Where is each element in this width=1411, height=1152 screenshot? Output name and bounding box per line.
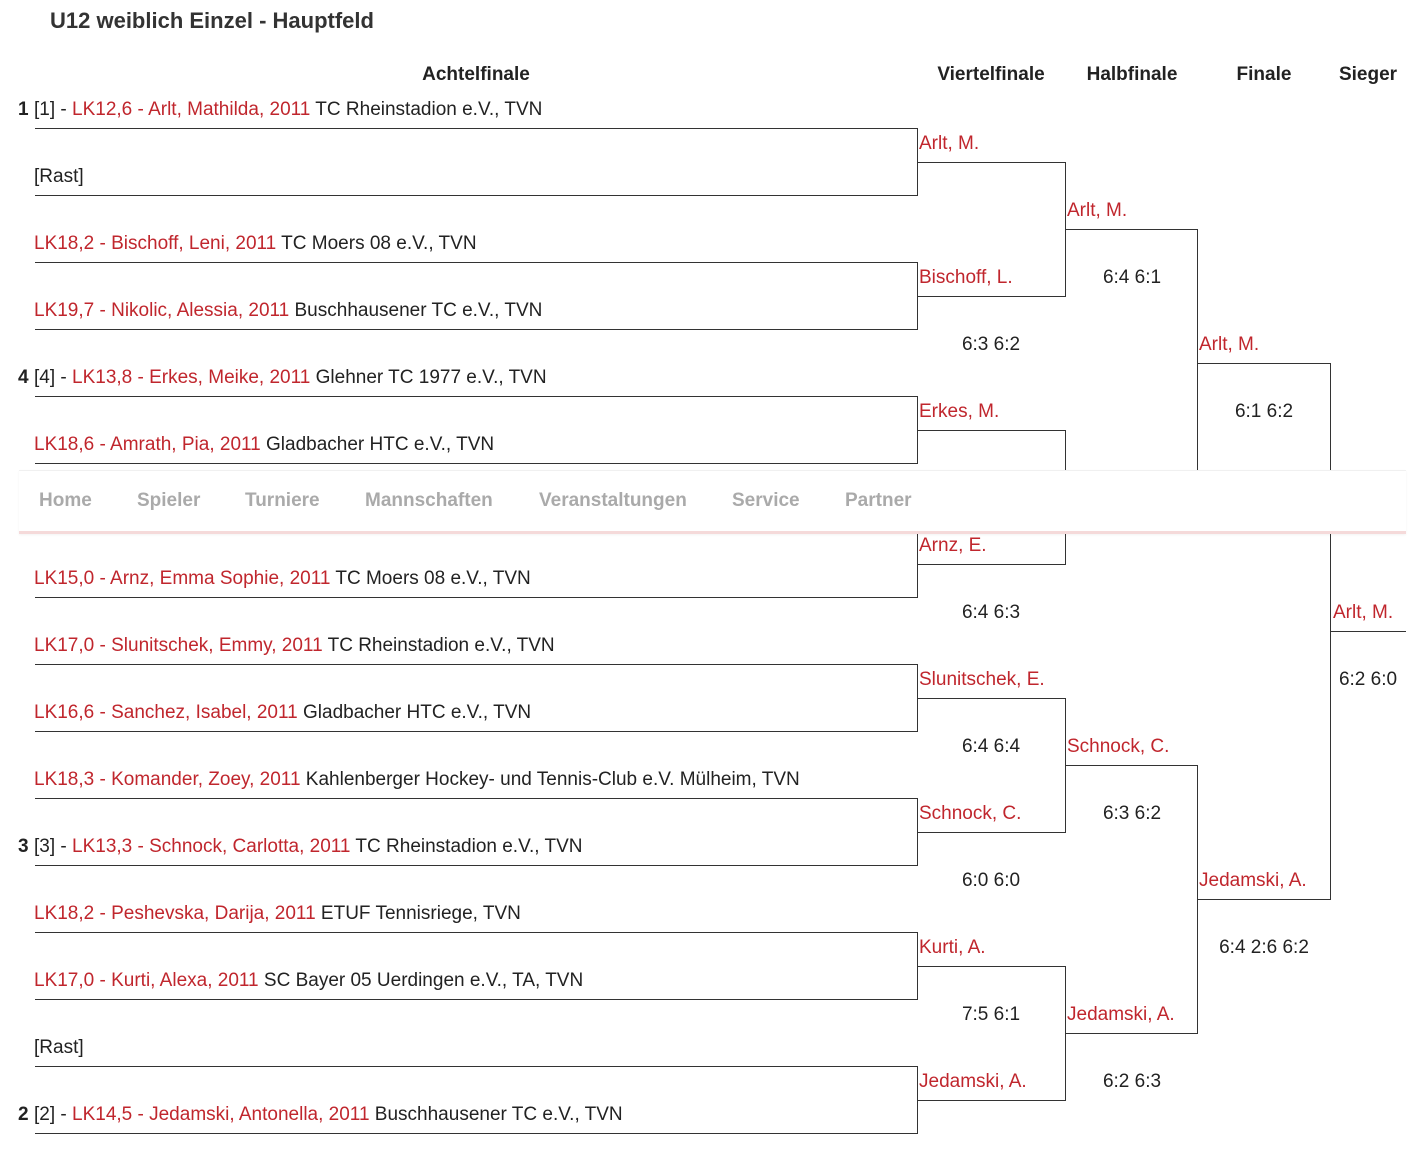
match-score: 6:2 6:0 <box>1338 668 1398 690</box>
bracket-line <box>917 430 1065 431</box>
bracket-line <box>35 128 917 129</box>
draw-entry[interactable] <box>18 367 547 389</box>
bracket-line <box>35 597 917 598</box>
main-navigation <box>19 470 1406 534</box>
bracket-line <box>1330 631 1406 632</box>
match-winner[interactable]: Slunitschek, E. <box>919 668 1045 690</box>
bracket-line <box>1065 765 1197 766</box>
club-name: SC Bayer 05 Uerdingen e.V., TA, TVN <box>258 970 584 991</box>
nav-mannschaften[interactable]: Mannschaften <box>365 490 493 511</box>
bracket-line <box>917 966 1065 967</box>
player-name-link[interactable]: LK18,6 - Amrath, Pia, 2011 <box>34 434 261 455</box>
bracket-line <box>35 664 917 665</box>
bracket-line <box>917 832 1065 833</box>
bracket-line <box>1065 1033 1197 1034</box>
nav-spieler[interactable]: Spieler <box>137 490 201 511</box>
match-score: 6:4 6:4 <box>961 735 1021 757</box>
seed-prefix: [2] - <box>34 1104 73 1125</box>
bracket-line <box>917 1100 1065 1101</box>
club-name: Buschhausener TC e.V., TVN <box>369 1104 623 1125</box>
club-name: TC Rheinstadion e.V., TVN <box>322 635 555 656</box>
draw-entry[interactable] <box>18 702 531 724</box>
match-score: 7:5 6:1 <box>961 1003 1021 1025</box>
draw-entry[interactable] <box>18 434 494 456</box>
match-winner[interactable]: Jedamski, A. <box>1199 869 1307 891</box>
bracket-line <box>35 798 917 799</box>
bracket-line <box>35 195 917 196</box>
bracket-line <box>35 396 917 397</box>
bracket-line <box>35 932 917 933</box>
round-header-finale: Finale <box>1236 64 1292 85</box>
page-title: U12 weiblich Einzel - Hauptfeld <box>50 8 374 33</box>
draw-entry[interactable] <box>18 635 555 657</box>
draw-entry[interactable] <box>18 1037 84 1059</box>
player-name-link[interactable]: LK18,3 - Komander, Zoey, 2011 <box>34 769 301 790</box>
seed-prefix: [Rast] <box>34 166 84 187</box>
bracket-line <box>1197 363 1330 364</box>
player-name-link[interactable]: LK13,8 - Erkes, Meike, 2011 <box>72 367 311 388</box>
bracket-line <box>35 329 917 330</box>
club-name: ETUF Tennisriege, TVN <box>315 903 521 924</box>
champion-name[interactable]: Arlt, M. <box>1333 601 1394 623</box>
match-winner[interactable]: Erkes, M. <box>919 400 1000 422</box>
nav-veranstaltungen[interactable]: Veranstaltungen <box>539 490 687 511</box>
club-name: TC Rheinstadion e.V., TVN <box>310 99 543 120</box>
club-name: TC Moers 08 e.V., TVN <box>276 233 477 254</box>
player-name-link[interactable]: LK15,0 - Arnz, Emma Sophie, 2011 <box>34 568 331 589</box>
nav-service[interactable]: Service <box>732 490 800 511</box>
match-winner[interactable]: Bischoff, L. <box>919 266 1013 288</box>
draw-entry[interactable] <box>18 769 800 791</box>
bracket-line <box>917 698 1065 699</box>
player-name-link[interactable]: LK18,2 - Peshevska, Darija, 2011 <box>34 903 316 924</box>
match-winner[interactable]: Jedamski, A. <box>1067 1003 1175 1025</box>
draw-entry[interactable] <box>18 836 583 858</box>
draw-entry[interactable] <box>18 300 542 322</box>
player-name-link[interactable]: LK17,0 - Kurti, Alexa, 2011 <box>34 970 259 991</box>
club-name: Buschhausener TC e.V., TVN <box>289 300 543 321</box>
match-winner[interactable]: Schnock, C. <box>919 802 1022 824</box>
match-winner[interactable]: Kurti, A. <box>919 936 986 958</box>
player-name-link[interactable]: LK17,0 - Slunitschek, Emmy, 2011 <box>34 635 323 656</box>
round-header-halbfinale: Halbfinale <box>1086 64 1178 85</box>
bracket-line <box>35 865 917 866</box>
club-name: Gladbacher HTC e.V., TVN <box>297 702 532 723</box>
bracket-line <box>35 463 917 464</box>
bracket-line <box>917 162 1065 163</box>
seed-number: 2 <box>18 1104 29 1125</box>
match-winner[interactable]: Jedamski, A. <box>919 1070 1027 1092</box>
player-name-link[interactable]: LK16,6 - Sanchez, Isabel, 2011 <box>34 702 298 723</box>
club-name: TC Moers 08 e.V., TVN <box>330 568 531 589</box>
seed-prefix: [4] - <box>34 367 73 388</box>
draw-entry[interactable] <box>18 99 542 121</box>
club-name: Glehner TC 1977 e.V., TVN <box>310 367 547 388</box>
club-name: TC Rheinstadion e.V., TVN <box>350 836 583 857</box>
bracket-line <box>1197 899 1330 900</box>
player-name-link[interactable]: LK19,7 - Nikolic, Alessia, 2011 <box>34 300 290 321</box>
round-header-viertelfinale: Viertelfinale <box>937 64 1045 85</box>
draw-entry[interactable] <box>18 1104 623 1126</box>
draw-entry[interactable] <box>18 568 531 590</box>
bracket-line <box>35 731 917 732</box>
bracket-line <box>35 999 917 1000</box>
match-winner[interactable]: Arlt, M. <box>919 132 980 154</box>
nav-partner[interactable]: Partner <box>845 490 912 511</box>
match-score: 6:3 6:2 <box>961 333 1021 355</box>
draw-entry[interactable] <box>18 166 84 188</box>
seed-prefix: [3] - <box>34 836 73 857</box>
match-score: 6:4 2:6 6:2 <box>1219 936 1309 958</box>
bracket-line <box>917 296 1065 297</box>
seed-prefix: [Rast] <box>34 1037 84 1058</box>
round-header-achtelfinale: Achtelfinale <box>422 64 530 85</box>
match-score: 6:4 6:1 <box>1102 266 1162 288</box>
nav-turniere[interactable]: Turniere <box>245 490 320 511</box>
bracket-line <box>35 1066 917 1067</box>
bracket-line <box>917 564 1065 565</box>
match-score: 6:4 6:3 <box>961 601 1021 623</box>
player-name-link[interactable]: LK18,2 - Bischoff, Leni, 2011 <box>34 233 277 254</box>
bracket-line <box>1065 229 1197 230</box>
match-winner[interactable]: Arlt, M. <box>1199 333 1260 355</box>
club-name: Gladbacher HTC e.V., TVN <box>260 434 495 455</box>
draw-entry[interactable] <box>18 233 477 255</box>
bracket-line <box>35 1133 917 1134</box>
player-name-link[interactable]: LK12,6 - Arlt, Mathilda, 2011 <box>72 99 311 120</box>
match-score: 6:0 6:0 <box>961 869 1021 891</box>
bracket-line <box>35 262 917 263</box>
player-name-link[interactable]: LK13,3 - Schnock, Carlotta, 2011 <box>72 836 351 857</box>
seed-prefix: [1] - <box>34 99 73 120</box>
player-name-link[interactable]: LK14,5 - Jedamski, Antonella, 2011 <box>72 1104 370 1125</box>
club-name: Kahlenberger Hockey- und Tennis-Club e.V. Mülheim, TVN <box>300 769 800 790</box>
match-winner[interactable]: Arlt, M. <box>1067 199 1128 221</box>
draw-entry[interactable] <box>18 903 521 925</box>
seed-number: 4 <box>18 367 29 388</box>
match-score: 6:3 6:2 <box>1102 802 1162 824</box>
nav-home[interactable]: Home <box>39 490 92 511</box>
match-winner[interactable]: Arnz, E. <box>919 534 987 556</box>
seed-number: 1 <box>18 99 29 120</box>
match-winner[interactable]: Schnock, C. <box>1067 735 1170 757</box>
match-score: 6:1 6:2 <box>1234 400 1294 422</box>
round-header-sieger: Sieger <box>1338 64 1398 85</box>
match-score: 6:2 6:3 <box>1102 1070 1162 1092</box>
seed-number: 3 <box>18 836 29 857</box>
draw-entry[interactable] <box>18 970 583 992</box>
